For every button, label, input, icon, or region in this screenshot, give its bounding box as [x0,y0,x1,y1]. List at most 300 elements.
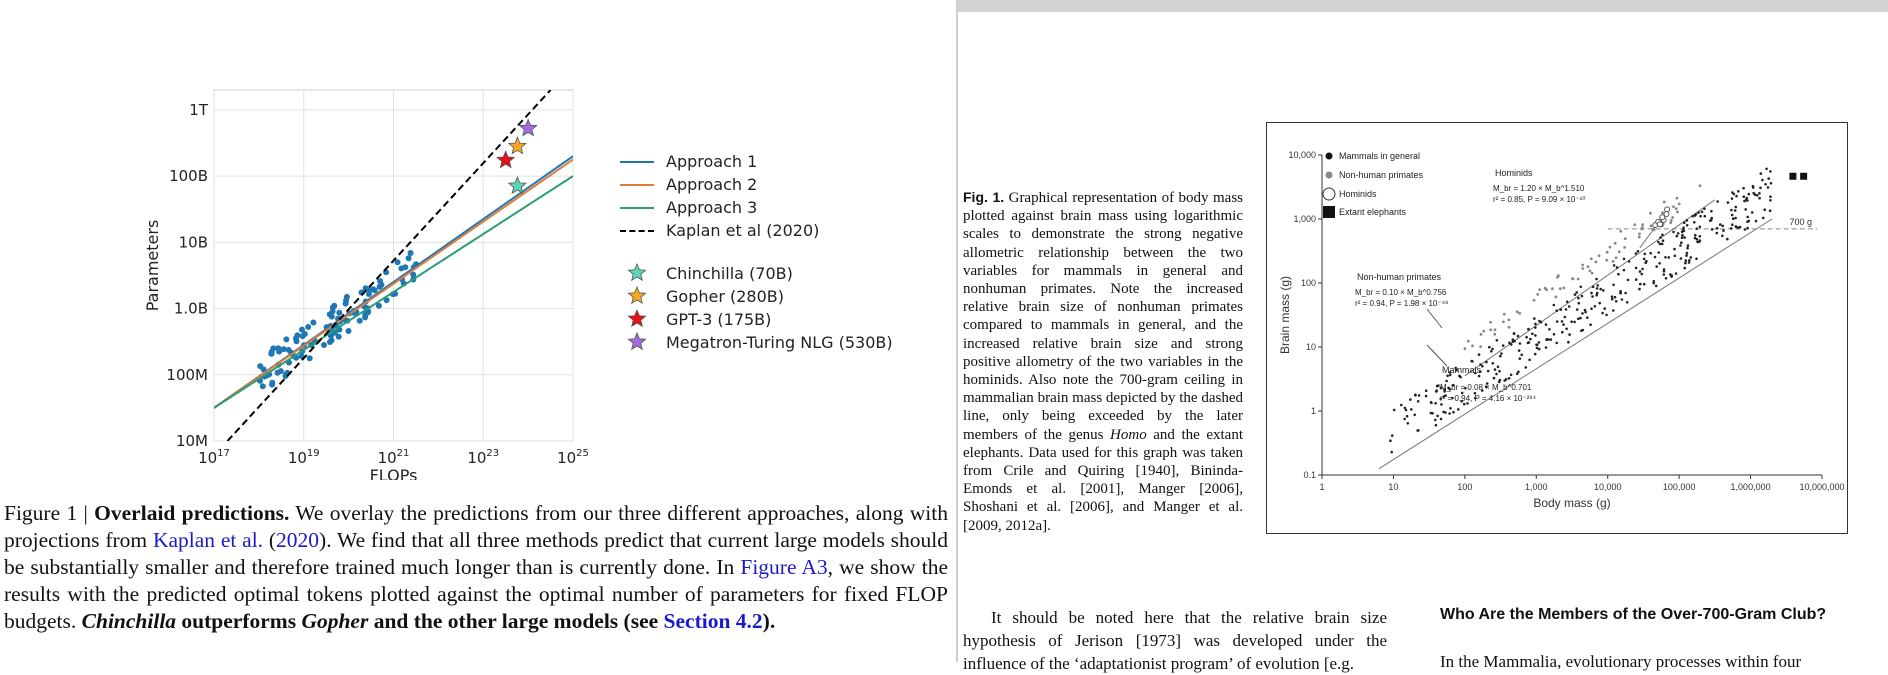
primate-point [1555,296,1558,299]
y-axis-label: Brain mass (g) [1278,275,1292,355]
primate-point [1572,278,1575,281]
mammal-point [1471,360,1474,363]
mammal-point [1598,302,1601,305]
scatter-point [344,294,350,300]
mammal-point [1744,228,1747,231]
mammal-point [1726,238,1729,241]
mammal-point [1635,252,1638,255]
primate-point [1508,326,1511,329]
x-axis-label: FLOPs [369,466,418,480]
mammal-point [1694,234,1697,237]
legend-swatch [620,184,654,186]
primate-point [1633,223,1636,226]
mammal-point [1683,267,1686,270]
primate-point [1649,212,1652,215]
section-link[interactable]: Section 4.2 [663,609,763,633]
hominids-equation: M_br = 1.20 × M_b^1.510 [1493,184,1585,193]
mammal-point [1672,231,1675,234]
scatter-point [327,339,333,345]
mammal-point [1716,227,1719,230]
mammal-point [1565,328,1568,331]
mammal-point [1580,286,1583,289]
section-paragraph: In the Mammalia, evolutionary processes within four [1440,652,1802,671]
mammal-point [1413,414,1416,417]
legend-entry [620,308,893,331]
mammal-point [1463,403,1466,406]
primate-point [1508,318,1511,321]
mammal-point [1414,394,1417,397]
mammal-point [1752,192,1755,195]
primate-point [1614,242,1617,245]
star-icon [620,285,654,309]
legend-swatch [620,230,654,232]
mammals-stats: r² = 0.94, P = 4.16 × 10⁻²⁹⁴ [1440,394,1537,403]
mammal-point [1389,439,1392,442]
mammal-point [1534,323,1537,326]
mammal-point [1534,353,1537,356]
mammal-point [1763,208,1766,211]
scatter-point [336,310,342,316]
scatter-point [372,287,378,293]
mammal-point [1730,227,1733,230]
legend-label: Approach 2 [666,175,758,194]
mammal-point [1601,312,1604,315]
primate-point [1467,340,1470,343]
mammal-point [1675,272,1678,275]
mammal-point [1627,279,1630,282]
mammal-point [1654,256,1657,259]
mammal-point [1561,320,1564,323]
mammal-point [1417,429,1420,432]
mammal-point [1664,256,1667,259]
mammal-point [1596,292,1599,295]
mammal-point [1703,208,1706,211]
caption-bold: and the other large models (see [373,609,659,633]
right-page [958,0,1888,673]
legend-mammals-marker [1326,153,1333,160]
scatter-point [331,303,337,309]
legend-label: GPT-3 (175B) [666,310,772,329]
x-tick-label: 10 [1388,482,1399,492]
mammal-point [1547,338,1550,341]
fig-text: Graphical representation of body mass plotted against brain mass using logarithmic scales to demonstrate the strong negative allometric relationship between the two variables for mammals in general and nonhuman primates. Note the increased relative brain size of nonhuman primates compared to mammals in general, and the increased relative brain size and strong positive allometry of the two variables in the hominids. Also note the 700-gram ceiling in mammalian brain mass depicted by the dashed line, only being exceeded by the later members of the genus [963,190,1244,443]
mammal-point [1679,244,1682,247]
mammal-point [1744,208,1747,211]
mammal-point [1555,342,1558,345]
mammal-point [1578,302,1581,305]
mammal-point [1498,370,1501,373]
mammal-point [1657,241,1660,244]
legend-label: Gopher (280B) [666,287,784,306]
mammal-point [1615,300,1618,303]
mammal-point [1716,232,1719,235]
mammal-point [1556,309,1559,312]
primate-point [1536,293,1539,296]
mammal-point [1644,253,1647,256]
legend-swatch [620,207,654,209]
primate-point [1605,259,1608,262]
mammal-point [1597,284,1600,287]
mammal-point [1756,194,1759,197]
primate-point [1699,184,1702,187]
y-tick-label: 1,000 [1293,214,1316,224]
mammal-point [1677,232,1680,235]
year-link[interactable]: 2020 [276,528,320,552]
primate-point [1590,257,1593,260]
mammal-point [1681,236,1684,239]
x-tick-label: $10^{25}$ [557,448,589,467]
x-axis-label: Body mass (g) [1533,496,1611,510]
mammal-point [1612,309,1615,312]
chart-legend [620,150,893,354]
mammal-point [1491,348,1494,351]
mammal-point [1733,193,1736,196]
ceiling-label: 700 g [1789,216,1812,227]
mammal-point [1529,338,1532,341]
mammal-point [1748,193,1751,196]
scatter-point [260,383,266,389]
y-tick-label: 10B [178,233,208,252]
mammal-point [1681,231,1684,234]
primate-point [1641,223,1644,226]
mammal-point [1495,373,1498,376]
mammal-point [1440,418,1443,421]
scatter-point [299,327,305,333]
mammal-point [1735,225,1738,228]
mammal-point [1639,270,1642,273]
y-tick-label: 1.0B [173,299,208,318]
mammal-point [1488,346,1491,349]
primate-point [1671,216,1674,219]
mammal-point [1769,209,1772,212]
mammal-point [1497,366,1500,369]
primate-point [1615,256,1618,259]
mammal-point [1538,348,1541,351]
primate-point [1661,211,1664,214]
mammals-title: Mammals [1442,365,1482,375]
primate-point [1479,345,1482,348]
mammal-point [1658,262,1661,265]
mammal-point [1746,216,1749,219]
mammal-point [1586,316,1589,319]
caption-bold: ). [762,609,776,633]
x-tick-label: 1,000,000 [1730,482,1771,492]
mammal-point [1701,211,1704,214]
primate-point [1518,312,1521,315]
primate-point [1563,287,1566,290]
mammal-point [1568,305,1571,308]
mammal-point [1767,186,1770,189]
primate-point [1503,313,1506,316]
mammal-point [1425,395,1428,398]
mammal-point [1535,343,1538,346]
y-tick-label: 100M [166,365,208,384]
mammal-point [1409,398,1412,401]
primate-point [1641,226,1644,229]
primate-point [1676,197,1679,200]
mammal-point [1721,225,1724,228]
legend-entry [620,262,893,285]
star-icon [620,331,654,355]
mammal-point [1686,224,1689,227]
legend-hominids-marker [1323,188,1335,200]
mammal-point [1527,328,1530,331]
primate-point [1556,276,1559,279]
mammal-point [1517,371,1520,374]
primate-point [1678,203,1681,206]
mammal-point [1444,411,1447,414]
mammal-point [1760,172,1763,175]
mammal-point [1624,292,1627,295]
mammal-point [1665,277,1668,280]
mammal-point [1746,197,1749,200]
x-tick-label: 10,000,000 [1799,482,1845,492]
x-tick-label: $10^{19}$ [287,448,320,467]
legend-label: Megatron-Turing NLG (530B) [666,333,893,352]
mammal-point [1457,408,1460,411]
primate-point [1638,233,1641,236]
mammal-point [1602,289,1605,292]
primate-point [1651,228,1654,231]
mammal-point [1688,261,1691,264]
primate-point [1538,288,1541,291]
scatter-point [406,255,412,261]
scatter-point [275,345,281,351]
mammal-point [1490,350,1493,353]
legend-label: Approach 1 [666,152,758,171]
mammal-point [1639,283,1642,286]
hominid-point [1657,222,1662,227]
mammal-point [1611,295,1614,298]
mammal-point [1579,317,1582,320]
mammal-point [1761,179,1764,182]
mammal-point [1691,215,1694,218]
primate-point [1676,211,1679,214]
mammal-point [1400,404,1403,407]
legend-label: Chinchilla (70B) [666,264,793,283]
mammal-point [1655,285,1658,288]
mammal-point [1686,219,1689,222]
mammal-point [1576,308,1579,311]
caption-text: , we show the results with the predicted optimal tokens plotted against the optimal number of parameters for fixed FLOP budgets. [4,555,949,633]
mammal-point [1508,342,1511,345]
primate-point [1471,345,1474,348]
mammal-point [1520,354,1523,357]
mammal-point [1680,257,1683,260]
legend-entry [620,285,893,308]
mammal-point [1404,407,1407,410]
primate-point [1663,201,1666,204]
kaplan-link[interactable]: Kaplan et al. [152,528,264,552]
mammal-point [1496,339,1499,342]
mammal-point [1430,401,1433,404]
primate-point [1533,299,1536,302]
mammal-point [1730,209,1733,212]
mammal-point [1499,379,1502,382]
mammal-point [1742,187,1745,190]
primate-point [1589,270,1592,273]
legend-swatch [620,161,654,163]
mammal-point [1681,234,1684,237]
mammal-point [1435,389,1438,392]
scatter-point [283,336,289,342]
mammal-point [1596,287,1599,290]
fig-label: Fig. 1. [963,189,1005,205]
mammal-point [1752,185,1755,188]
elephant-point [1800,173,1807,180]
primate-point [1581,267,1584,270]
mammal-point [1591,295,1594,298]
scatter-point [278,368,284,374]
mammal-point [1561,331,1564,334]
mammal-point [1575,291,1578,294]
legend-label: Approach 3 [666,198,758,217]
mammal-point [1581,312,1584,315]
x-tick-label: $10^{23}$ [467,448,500,467]
scatter-point [305,324,311,330]
mammal-point [1673,248,1676,251]
scatter-point [286,347,292,353]
mammal-point [1599,288,1602,291]
y-tick-label: 100B [169,167,208,186]
mammal-point [1659,243,1662,246]
mammal-point [1548,328,1551,331]
mammal-point [1528,359,1531,362]
mammal-point [1643,283,1646,286]
legend-elephants-marker [1323,206,1335,218]
primate-point [1494,328,1497,331]
mammal-point [1406,415,1409,418]
mammal-point [1655,265,1658,268]
scatter-point [395,259,401,265]
hominids-title: Hominids [1495,168,1533,178]
mammal-point [1590,307,1593,310]
mammal-point [1699,215,1702,218]
scatter-point [268,351,274,357]
brain-mass-figure [1266,122,1848,534]
mammal-point [1643,258,1646,261]
section-heading: Who Are the Members of the Over-700-Gram Club? [1440,606,1827,623]
mammal-point [1619,290,1622,293]
mammal-point [1577,318,1580,321]
primate-point [1480,333,1483,336]
mammal-point [1527,342,1530,345]
figure-a3-link[interactable]: Figure A3 [740,555,828,579]
mammal-point [1737,227,1740,230]
primates-stats: r² = 0.94, P = 1.98 × 10⁻⁴⁸ [1355,299,1449,308]
primate-point [1493,333,1496,336]
mammal-point [1628,260,1631,263]
mammal-point [1434,402,1437,405]
mammal-point [1758,197,1761,200]
mammal-point [1449,407,1452,410]
mammal-point [1508,377,1511,380]
mammal-point [1663,273,1666,276]
mammal-point [1682,226,1685,229]
mammal-point [1536,347,1539,350]
mammal-point [1556,320,1559,323]
mammal-point [1623,258,1626,261]
scatter-point [346,328,352,334]
mammal-point [1592,286,1595,289]
mammal-point [1663,270,1666,273]
mammal-point [1719,223,1722,226]
scatter-point [307,355,313,361]
x-tick-label: 100,000 [1662,482,1696,492]
primate-point [1669,221,1672,224]
primate-point [1545,288,1548,291]
mammal-point [1676,235,1679,238]
mammal-point [1390,451,1393,454]
mammal-point [1683,221,1686,224]
mammal-point [1637,250,1640,253]
mammal-point [1693,221,1696,224]
mammal-point [1644,261,1647,264]
primate-point [1650,225,1653,228]
mammal-point [1494,368,1497,371]
mammal-point [1758,192,1761,195]
body-paragraph: It should be noted here that the relative brain size hypothesis of Jerison [1973] was developed under the influence of the ‘adaptationist program’ of evolution [e.g. [963,608,1387,673]
primate-point [1516,310,1519,313]
mammal-point [1684,262,1687,265]
mammal-point [1767,177,1770,180]
mammal-point [1568,333,1571,336]
mammal-point [1704,215,1707,218]
mammal-point [1545,346,1548,349]
fig-caption [963,188,1243,535]
mammal-point [1697,211,1700,214]
mammal-point [1638,288,1641,291]
x-tick-label: 1 [1319,482,1325,492]
mammal-point [1662,239,1665,242]
primate-point [1598,254,1601,257]
primate-point [1624,237,1627,240]
star-icon [620,308,654,332]
mammal-point [1580,329,1583,332]
mammals-equation: M_br = 0.08 × M_b^0.701 [1440,383,1532,392]
caption-text: ). We find that all three methods predict that current large models should be substantially smaller and therefore trained much longer than is currently done. In [4,528,949,579]
mammal-point [1436,385,1439,388]
primates-pointer [1427,309,1442,328]
mammal-point [1699,235,1702,238]
mammal-point [1661,234,1664,237]
mammal-point [1545,323,1548,326]
mammal-point [1732,217,1735,220]
legend-label: Extant elephants [1339,207,1407,217]
scatter-point [300,333,306,339]
mammal-point [1430,412,1433,415]
mammal-point [1621,298,1624,301]
mammal-point [1540,321,1543,324]
mammal-point [1534,334,1537,337]
mammal-point [1727,201,1730,204]
primates-regression [1465,200,1715,376]
scatter-point [321,342,327,348]
scatter-point [377,278,383,284]
fig-text-end: and the extant elephants. Data used for this graph was taken from Crile and Quiring [1940], Bininda-Emonds et al. [2001], Manger [2006], Shoshani et al. [2006], and Manger et al. [2009, 2012a]. [963,426,1244,534]
mammal-point [1553,304,1556,307]
mammal-point [1659,236,1662,239]
mammal-point [1722,229,1725,232]
mammal-point [1688,259,1691,262]
mammal-point [1533,317,1536,320]
primate-point [1612,260,1615,263]
mammal-point [1595,294,1598,297]
mammal-point [1525,366,1528,369]
scatter-point [357,318,363,324]
legend-entry [620,173,893,196]
scatter-point [310,320,316,326]
